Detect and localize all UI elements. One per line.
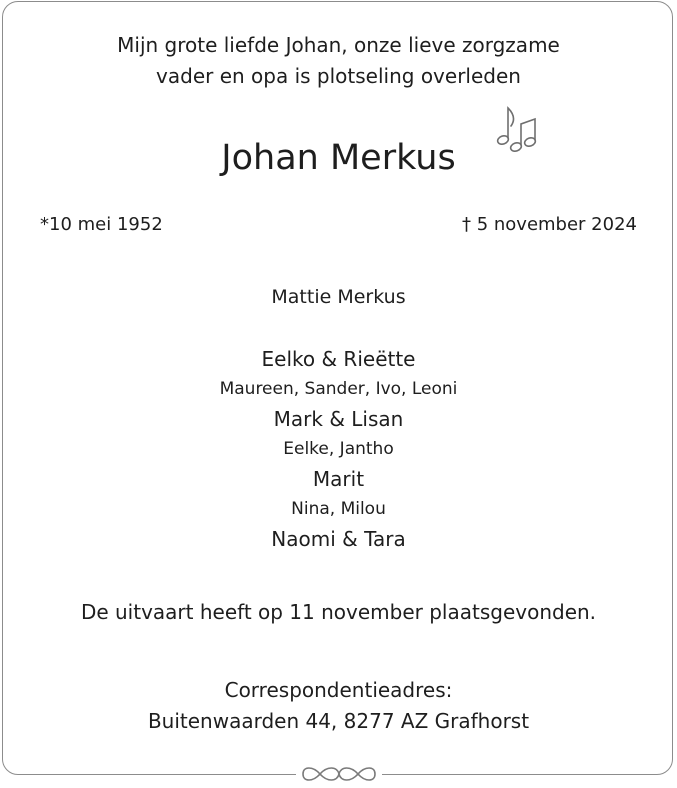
correspondence-label: Correspondentieadres:	[224, 678, 453, 702]
intro-text	[0, 30, 677, 92]
grandchildren-names: Maureen, Sander, Ivo, Leoni	[219, 379, 458, 399]
intro-line: Mijn grote liefde Johan, onze lieve zorgzame	[117, 33, 560, 57]
death-date: † 5 november 2024	[461, 214, 637, 235]
child-names: Naomi & Tara	[271, 527, 406, 551]
correspondence-address: Buitenwaarden 44, 8277 AZ Grafhorst	[147, 709, 530, 733]
child-names: Eelko & Rieëtte	[261, 347, 416, 371]
correspondence-block	[0, 675, 677, 737]
family-list	[0, 344, 677, 555]
child-names: Mark & Lisan	[273, 407, 404, 431]
infinity-ornament-icon	[300, 763, 378, 785]
grandchildren-names: Nina, Milou	[291, 499, 386, 519]
intro-line: vader en opa is plotseling overleden	[156, 64, 521, 88]
grandchildren-names: Eelke, Jantho	[283, 439, 394, 459]
birth-date: *10 mei 1952	[40, 214, 163, 235]
deceased-name: Johan Merkus	[221, 138, 456, 178]
funeral-notice: De uitvaart heeft op 11 november plaatsgevonden.	[80, 600, 597, 624]
child-names: Marit	[312, 467, 365, 491]
spouse-name: Mattie Merkus	[271, 286, 406, 308]
